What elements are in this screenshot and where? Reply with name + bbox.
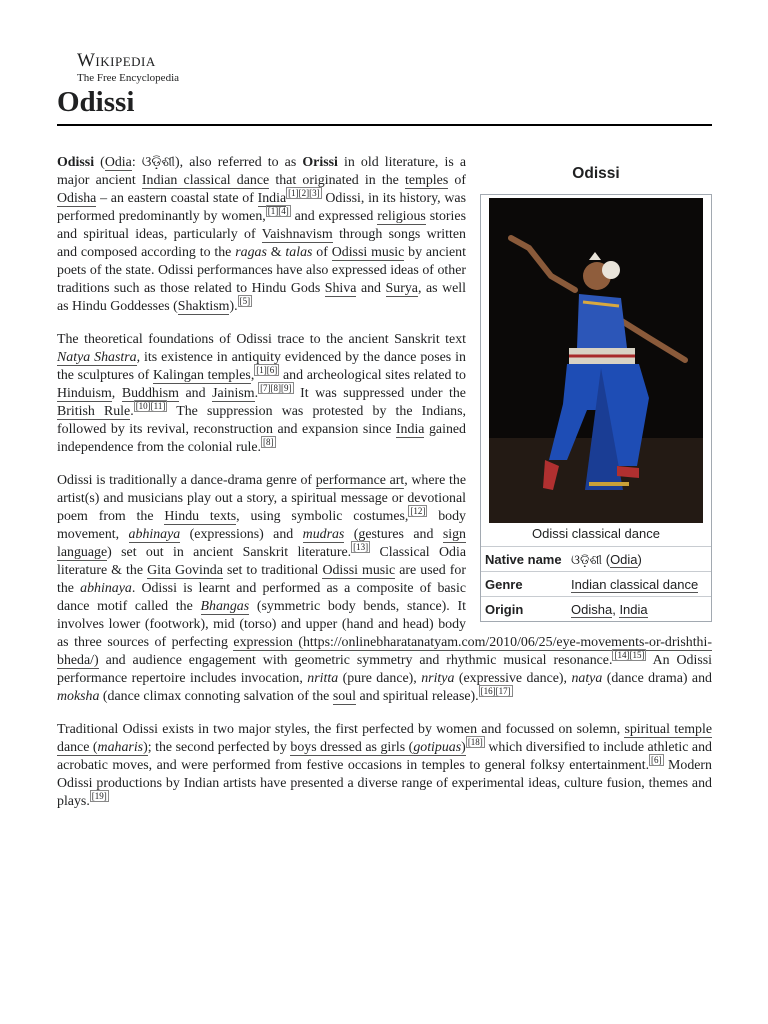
bold-term: Orissi xyxy=(302,155,338,170)
text: and xyxy=(178,386,213,401)
text: (dance climax connoting salvation of the xyxy=(99,689,333,704)
italic-term: ragas xyxy=(235,245,267,260)
citation[interactable]: [1][4] xyxy=(267,206,289,217)
text: (expressive dance), xyxy=(454,671,572,686)
text: body movement, xyxy=(57,509,466,542)
text: and spiritual release). xyxy=(355,689,479,704)
link[interactable]: Shiva xyxy=(324,281,357,296)
text: ). xyxy=(229,299,238,314)
infobox-box xyxy=(480,194,712,622)
link[interactable]: India xyxy=(257,191,287,206)
text: of xyxy=(448,173,466,188)
italic-term: nritta xyxy=(307,671,339,686)
infobox-row-genre xyxy=(481,572,711,597)
punct: ( xyxy=(602,552,611,567)
infobox-row-origin xyxy=(481,597,711,621)
citation[interactable]: [1][6] xyxy=(256,365,278,376)
link[interactable]: Odia xyxy=(104,155,132,170)
text: It was suppressed under the xyxy=(293,386,466,401)
text: ) set out in ancient Sanskrit literature. xyxy=(107,545,352,560)
text: and audience engagement with geometric symmetry and rhythmic musical resonance. xyxy=(98,653,613,668)
text: and archeological sites related to xyxy=(279,368,466,383)
link[interactable]: Kalingan temples xyxy=(152,368,251,383)
text: . Odissi is learnt and performed as a composite of basic dance motif called the xyxy=(57,581,466,614)
text: , where the artist(s) and musicians play out a story, a spiritual message or devotional poem from the xyxy=(57,473,466,524)
link[interactable]: Bhangas xyxy=(200,599,250,614)
link[interactable]: Natya Shastra xyxy=(57,350,137,365)
text: (expressions) and xyxy=(180,527,303,542)
text: Odissi is traditionally a dance-drama genre of xyxy=(57,473,316,488)
infobox-label: Origin xyxy=(485,602,524,617)
infobox-label: Native name xyxy=(485,552,562,567)
link[interactable]: India xyxy=(395,422,425,437)
text: The suppression was protested by the Indians, followed by its revival, reconstruction and expansion since xyxy=(57,404,466,437)
text: – an eastern coastal state of xyxy=(96,191,258,206)
text: of xyxy=(312,245,332,260)
italic-term: abhinaya xyxy=(80,581,132,596)
text: , xyxy=(111,386,122,401)
infobox-value xyxy=(567,597,711,621)
text: An Odissi performance repertoire includes invocation, xyxy=(57,653,712,686)
link[interactable]: sign language xyxy=(57,527,466,560)
text: (pure dance), xyxy=(338,671,422,686)
punct: ) xyxy=(637,552,642,567)
link-indian-classical-dance[interactable]: Indian classical dance xyxy=(571,577,699,592)
text: are used for the xyxy=(57,563,466,596)
infobox-value xyxy=(567,572,711,596)
infobox-title: Odissi xyxy=(572,165,620,182)
link-text: gotipuas xyxy=(413,740,462,755)
text: , as well as Hindu Goddesses ( xyxy=(57,281,467,314)
text: (dance drama) and xyxy=(602,671,712,686)
text: stories and spiritual ideas, particularly of xyxy=(57,209,466,242)
text: Traditional Odissi exists in two major styles, the first perfected by women and focussed on solemn, xyxy=(57,722,625,737)
link-odisha[interactable]: Odisha xyxy=(571,602,613,617)
citation[interactable]: [19] xyxy=(91,791,107,802)
title-divider xyxy=(57,124,712,126)
text: , xyxy=(250,368,255,383)
bold-term: Odissi xyxy=(57,155,95,170)
infobox-label: Genre xyxy=(485,577,523,592)
punct: , xyxy=(612,602,620,617)
infobox-caption: Odissi classical dance xyxy=(481,523,711,547)
page-title: Odissi xyxy=(57,86,135,118)
italic-term: nritya xyxy=(421,671,455,686)
text: Modern Odissi productions by Indian artists have presented a diverse range of experimental ideas, culture fusion, themes and plays. xyxy=(57,758,713,809)
link[interactable]: Odissi music xyxy=(322,563,396,578)
text: through songs written and composed according to the xyxy=(57,227,466,260)
text: . xyxy=(254,386,259,401)
italic-term: natya xyxy=(571,671,603,686)
italic-term: talas xyxy=(285,245,313,260)
text: , using symbolic costumes, xyxy=(236,509,409,524)
link[interactable]: Surya xyxy=(385,281,418,296)
wikipedia-logo[interactable] xyxy=(77,51,197,84)
citation[interactable]: [18] xyxy=(467,737,483,748)
paragraph-styles xyxy=(57,721,712,811)
link-gotipua[interactable] xyxy=(290,740,465,756)
citation[interactable]: [14][15] xyxy=(614,650,645,661)
text: and expressed xyxy=(290,209,378,224)
italic-term: moksha xyxy=(57,689,100,704)
citation[interactable]: [6] xyxy=(651,755,662,766)
logo-tagline: The Free Encyclopedia xyxy=(77,72,180,84)
dancer-photo[interactable] xyxy=(489,198,703,523)
link-india[interactable]: India xyxy=(619,602,648,617)
citation[interactable]: [12] xyxy=(410,506,426,517)
link[interactable]: British Rule xyxy=(57,404,131,419)
link-text: maharis xyxy=(97,740,144,755)
link[interactable]: Odisha xyxy=(57,191,97,206)
citation[interactable]: [1][2][3] xyxy=(288,188,320,199)
infobox-value xyxy=(567,547,711,571)
link[interactable]: Gita Govinda xyxy=(147,563,223,578)
link[interactable]: Jainism xyxy=(212,386,255,401)
text: Odissi, in its history, was performed predominantly by women, xyxy=(57,191,466,224)
text: Classical Odia literature & the xyxy=(57,545,466,578)
text: which diversified to include athletic and acrobatic moves, and were performed from festive occasions in temples to general folksy entertainment. xyxy=(57,740,712,773)
link-text: ) xyxy=(143,740,148,755)
link-text: boys dressed as girls ( xyxy=(290,740,414,755)
article-body xyxy=(57,154,712,826)
link[interactable]: performance art xyxy=(315,473,405,488)
link[interactable]: Shaktism xyxy=(177,299,230,314)
link[interactable]: temples xyxy=(405,173,449,188)
link[interactable]: Vaishnavism xyxy=(261,227,333,242)
link[interactable]: religious xyxy=(377,209,426,224)
citation[interactable]: [10][11] xyxy=(135,401,166,412)
text: and xyxy=(356,281,386,296)
link[interactable]: Odissi music xyxy=(331,245,405,260)
text: that originated in the xyxy=(269,173,406,188)
text: & xyxy=(266,245,286,260)
text: set to traditional xyxy=(222,563,323,578)
infobox xyxy=(480,158,712,622)
link-text: ) xyxy=(461,740,466,755)
citation[interactable]: [13] xyxy=(353,542,369,553)
text: ( xyxy=(94,155,105,170)
link[interactable]: abhinaya xyxy=(128,527,181,542)
infobox-row-native-name xyxy=(481,547,711,572)
link-text: spiritual temple dance ( xyxy=(57,722,713,755)
text: ; the second perfected by xyxy=(147,740,291,755)
citation[interactable]: [7][8][9] xyxy=(260,383,292,394)
link[interactable]: Hinduism xyxy=(57,386,112,401)
text: in old literature, is a major ancient xyxy=(57,155,467,188)
text: The theoretical foundations of Odissi trace to the ancient Sanskrit text xyxy=(57,332,466,347)
text: . xyxy=(130,404,134,419)
text: gained independence from the colonial rule. xyxy=(57,422,467,455)
citation[interactable]: [8] xyxy=(263,437,274,448)
link[interactable]: Buddhism xyxy=(121,386,179,401)
text: : ଓଡ଼ିଶୀ), also referred to as xyxy=(131,155,303,170)
link[interactable]: mudras xyxy=(302,527,345,542)
link[interactable]: soul xyxy=(332,689,356,704)
link[interactable]: Hindu texts xyxy=(164,509,237,524)
logo-wordmark: Wikipedia xyxy=(77,50,156,71)
text: by ancient poets of the state. Odissi performances have also expressed ideas of other traditions such as those related to Hindu Gods xyxy=(57,245,466,296)
link-odia[interactable]: Odia xyxy=(610,552,638,567)
text: , its existence in antiquity evidenced by the dance poses in the sculptures of xyxy=(57,350,466,383)
citation[interactable]: [5] xyxy=(239,296,251,307)
citation[interactable]: [16][17] xyxy=(480,686,511,697)
text: (gestures and xyxy=(344,527,443,542)
text: (symmetric body bends, stance). It involves lower (footwork), mid (torso) and upper (hand and head) body as three sources of perfecting xyxy=(57,599,466,650)
link-external[interactable]: expression (https://onlinebharatanatyam.com/2010/06/25/eye-movements-or-drishthi-bheda/) xyxy=(57,635,712,668)
link[interactable]: Indian classical dance xyxy=(141,173,270,188)
native-script: ଓଡ଼ିଶୀ xyxy=(571,552,603,567)
